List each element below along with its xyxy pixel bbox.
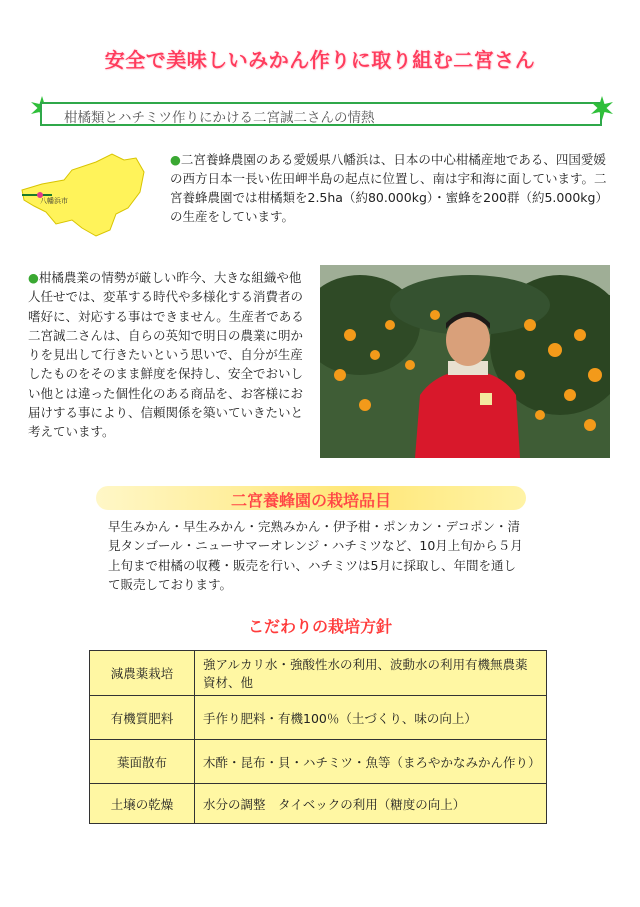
bullet-dot-icon: ● [28,270,39,285]
policy-value: 強アルカリ水・強酸性水の利用、波動水の利用有機無農薬資材、他 [195,651,547,696]
policy-key: 減農薬栽培 [90,651,195,696]
policy-key: 土壌の乾燥 [90,784,195,824]
map-label: 八幡浜市 [40,197,68,205]
products-paragraph: 早生みかん・早生みかん・完熟みかん・伊予柑・ポンカン・デコポン・清見タンゴール・ニューサマーオレンジ・ハチミツなど、10月上旬から５月上旬まで柑橘の収穫・販売を行い、ハチミツは5月に採取し、年間を通して販売しております。 [108,519,523,593]
section-banner [40,102,602,126]
products-heading: 二宮養蜂園の栽培品目 [230,491,391,510]
intro-paragraph: ●二宮養蜂農園のある愛媛県八幡浜は、日本の中心柑橘産地である、四国愛媛の西方日本一長い佐田岬半島の起点に位置し、南は宇和海に面しています。二宮養蜂農園では柑橘類を2.5ha（約80.000kg）・蜜蜂を200群（約5.000kg）の生産をしています。 [170,152,608,224]
passion-paragraph: ●柑橘農業の情勢が厳しい昨今、大きな組織や他人任せでは、変革する時代や多様化する消費者の嗜好に、対応する事はできません。生産者である二宮誠二さんは、自らの英知で明日の農業に明かりを見出して行きたいという思いで、自分が生産したものをそのまま鮮度を保持し、安全でおいしい他とは違った個性化のある商品を、お客様にお届けする事により、信頼関係を築いていきたいと考えています。 [28,270,304,440]
section-banner-text: 柑橘類とハチミツ作りにかける二宮誠二さんの情熱 [64,110,375,126]
table-row [90,784,547,824]
bullet-dot-icon: ● [170,152,181,167]
table-row [90,651,547,696]
policy-heading: こだわりの栽培方針 [247,617,392,636]
farmer-photo [320,265,610,458]
products-heading-bar [96,486,526,510]
policy-key: 葉面散布 [90,740,195,784]
policy-value: 手作り肥料・有機100％（土づくり、味の向上） [195,696,547,740]
policy-value: 木酢・昆布・貝・ハチミツ・魚等（まろやかなみかん作り） [195,740,547,784]
policy-key: 有機質肥料 [90,696,195,740]
policy-table [89,650,547,824]
ehime-map-icon [12,150,152,240]
table-row [90,696,547,740]
page-title: 安全で美味しいみかん作りに取り組む二宮さん [104,48,536,72]
table-row [90,740,547,784]
policy-value: 水分の調整 タイベックの利用（糖度の向上） [195,784,547,824]
green-star-icon [590,96,614,120]
